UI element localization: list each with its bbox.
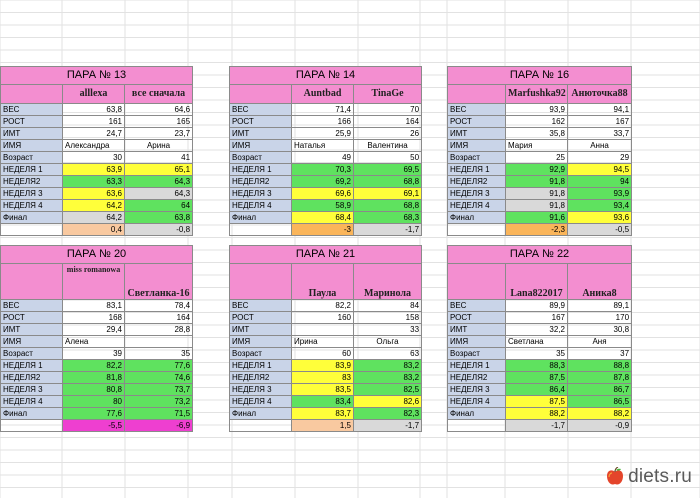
imya-value-1[interactable]: Александра [63,140,125,152]
imya-value-2[interactable]: Валентина [354,140,422,152]
difference-value-2[interactable]: -1,7 [354,420,422,432]
diff-blank-cell[interactable] [1,224,63,236]
row-label-w1[interactable]: НЕДЕЛЯ 1 [230,164,292,176]
pair-table [229,245,422,432]
w4-value-2[interactable]: 73,2 [125,396,193,408]
row-label-w1[interactable]: НЕДЕЛЯ 1 [448,360,506,372]
row-label-rost[interactable]: РОСТ [230,116,292,128]
row-label-w2[interactable]: НЕДЕЛЯ2 [1,372,63,384]
rost-value-1[interactable]: 161 [63,116,125,128]
row-label-final[interactable]: Финал [1,212,63,224]
row-label-imya[interactable]: ИМЯ [230,336,292,348]
pair-title[interactable]: ПАРА № 21 [230,246,422,264]
final-value-2[interactable]: 82,3 [354,408,422,420]
ves-value-1[interactable]: 82,2 [292,300,354,312]
row-label-ves[interactable]: ВЕС [1,104,63,116]
pair-table [229,66,422,236]
w3-value-1[interactable]: 83,5 [292,384,354,396]
final-value-2[interactable]: 68,3 [354,212,422,224]
row-label-ves[interactable]: ВЕС [1,300,63,312]
final-value-1[interactable]: 88,2 [506,408,568,420]
w1-value-2[interactable]: 69,5 [354,164,422,176]
imya-value-2[interactable]: Аня [568,336,632,348]
row-label-vozrast[interactable]: Возраст [230,152,292,164]
participant-2-name[interactable]: Светланка-16 [125,264,193,300]
names-blank-cell[interactable] [230,85,292,104]
row-label-imt[interactable]: ИМТ [1,324,63,336]
w1-value-1[interactable]: 92,9 [506,164,568,176]
w4-value-2[interactable]: 64 [125,200,193,212]
imt-value-1[interactable]: 29,4 [63,324,125,336]
ves-value-2[interactable]: 70 [354,104,422,116]
apple-icon [606,467,624,487]
row-label-vozrast[interactable]: Возраст [230,348,292,360]
row-label-w4[interactable]: НЕДЕЛЯ 4 [1,396,63,408]
difference-value-1[interactable]: -1,7 [506,420,568,432]
rost-value-2[interactable]: 158 [354,312,422,324]
final-value-1[interactable]: 64,2 [63,212,125,224]
w3-value-2[interactable]: 82,5 [354,384,422,396]
row-label-w1[interactable]: НЕДЕЛЯ 1 [1,360,63,372]
ves-value-1[interactable]: 83,1 [63,300,125,312]
row-label-final[interactable]: Финал [1,408,63,420]
participant-1-name[interactable]: alllexa [63,85,125,104]
row-label-w3[interactable]: НЕДЕЛЯ 3 [1,384,63,396]
row-label-final[interactable]: Финал [448,408,506,420]
names-blank-cell[interactable] [1,85,63,104]
row-label-imya[interactable]: ИМЯ [230,140,292,152]
diff-blank-cell[interactable] [1,420,63,432]
ves-value-1[interactable]: 63,8 [63,104,125,116]
difference-value-1[interactable]: 0,4 [63,224,125,236]
imt-value-1[interactable]: 32,2 [506,324,568,336]
w1-value-2[interactable]: 83,2 [354,360,422,372]
final-value-1[interactable]: 91,6 [506,212,568,224]
final-value-1[interactable]: 68,4 [292,212,354,224]
row-label-w4[interactable]: НЕДЕЛЯ 4 [230,200,292,212]
diff-blank-cell[interactable] [448,224,506,236]
w2-value-1[interactable]: 91,8 [506,176,568,188]
imt-value-1[interactable] [292,324,354,336]
names-blank-cell[interactable] [448,85,506,104]
participant-1-name[interactable]: Lana822017 [506,264,568,300]
final-value-1[interactable]: 77,6 [63,408,125,420]
w1-value-2[interactable]: 94,5 [568,164,632,176]
vozrast-value-2[interactable]: 35 [125,348,193,360]
rost-value-1[interactable]: 168 [63,312,125,324]
w2-value-2[interactable]: 74,6 [125,372,193,384]
rost-value-1[interactable]: 166 [292,116,354,128]
w2-value-1[interactable]: 83 [292,372,354,384]
participant-1-name[interactable]: Marfushka92 [506,85,568,104]
row-label-w2[interactable]: НЕДЕЛЯ2 [230,176,292,188]
w2-value-1[interactable]: 81,8 [63,372,125,384]
participant-1-name[interactable]: Auntbad [292,85,354,104]
difference-value-1[interactable]: -5,5 [63,420,125,432]
row-label-w1[interactable]: НЕДЕЛЯ 1 [448,164,506,176]
vozrast-value-2[interactable]: 29 [568,152,632,164]
ves-value-2[interactable]: 94,1 [568,104,632,116]
row-label-w4[interactable]: НЕДЕЛЯ 4 [1,200,63,212]
row-label-imt[interactable]: ИМТ [1,128,63,140]
row-label-imya[interactable]: ИМЯ [1,140,63,152]
rost-value-1[interactable]: 162 [506,116,568,128]
w1-value-1[interactable]: 63,9 [63,164,125,176]
row-label-vozrast[interactable]: Возраст [448,348,506,360]
w3-value-2[interactable]: 64,3 [125,188,193,200]
row-label-rost[interactable]: РОСТ [1,116,63,128]
row-label-vozrast[interactable]: Возраст [1,152,63,164]
pair-table [0,245,193,432]
imt-value-2[interactable]: 33 [354,324,422,336]
imt-value-2[interactable]: 23,7 [125,128,193,140]
row-label-imya[interactable]: ИМЯ [448,140,506,152]
participant-2-name[interactable]: Анюточка88 [568,85,632,104]
rost-value-2[interactable]: 167 [568,116,632,128]
row-label-imya[interactable]: ИМЯ [1,336,63,348]
row-label-ves[interactable]: ВЕС [230,104,292,116]
vozrast-value-1[interactable]: 30 [63,152,125,164]
imt-value-1[interactable]: 35,8 [506,128,568,140]
rost-value-1[interactable]: 167 [506,312,568,324]
ves-value-2[interactable]: 64,6 [125,104,193,116]
row-label-w1[interactable]: НЕДЕЛЯ 1 [1,164,63,176]
row-label-ves[interactable]: ВЕС [448,104,506,116]
w1-value-2[interactable]: 88,8 [568,360,632,372]
vozrast-value-1[interactable]: 39 [63,348,125,360]
w4-value-2[interactable]: 68,8 [354,200,422,212]
row-label-imt[interactable]: ИМТ [448,324,506,336]
participant-1-name[interactable]: Паула [292,264,354,300]
imya-value-2[interactable]: Арина [125,140,193,152]
imya-value-1[interactable]: Светлана [506,336,568,348]
vozrast-value-1[interactable]: 49 [292,152,354,164]
w1-value-2[interactable]: 65,1 [125,164,193,176]
w1-value-1[interactable]: 82,2 [63,360,125,372]
difference-value-2[interactable]: -0,9 [568,420,632,432]
row-label-ves[interactable]: ВЕС [230,300,292,312]
row-label-vozrast[interactable]: Возраст [448,152,506,164]
ves-value-2[interactable]: 84 [354,300,422,312]
w1-value-1[interactable]: 83,9 [292,360,354,372]
row-label-w3[interactable]: НЕДЕЛЯ 3 [1,188,63,200]
names-blank-cell[interactable] [448,264,506,300]
rost-value-2[interactable]: 164 [354,116,422,128]
row-label-final[interactable]: Финал [230,408,292,420]
row-label-vozrast[interactable]: Возраст [1,348,63,360]
row-label-w3[interactable]: НЕДЕЛЯ 3 [448,188,506,200]
names-blank-cell[interactable] [230,264,292,300]
imya-value-1[interactable]: Ирина [292,336,354,348]
w4-value-1[interactable]: 83,4 [292,396,354,408]
difference-value-2[interactable]: -0,8 [125,224,193,236]
difference-value-2[interactable]: -0,5 [568,224,632,236]
row-label-ves[interactable]: ВЕС [448,300,506,312]
w4-value-1[interactable]: 87,5 [506,396,568,408]
w3-value-1[interactable]: 69,6 [292,188,354,200]
pair-title[interactable]: ПАРА № 14 [230,67,422,85]
row-label-rost[interactable]: РОСТ [448,116,506,128]
participant-2-name[interactable]: Маринола [354,264,422,300]
vozrast-value-2[interactable]: 41 [125,152,193,164]
rost-value-2[interactable]: 164 [125,312,193,324]
site-logo[interactable] [606,466,692,488]
difference-value-2[interactable]: -6,9 [125,420,193,432]
imya-value-1[interactable]: Мария [506,140,568,152]
imya-value-2[interactable] [125,336,193,348]
row-label-w2[interactable]: НЕДЕЛЯ2 [1,176,63,188]
pair-title[interactable]: ПАРА № 22 [448,246,632,264]
pair-table [0,66,193,236]
row-label-w4[interactable]: НЕДЕЛЯ 4 [230,396,292,408]
diff-blank-cell[interactable] [230,420,292,432]
w3-value-1[interactable]: 80,8 [63,384,125,396]
diff-blank-cell[interactable] [448,420,506,432]
ves-value-1[interactable]: 89,9 [506,300,568,312]
w2-value-2[interactable]: 64,3 [125,176,193,188]
imya-value-2[interactable]: Анна [568,140,632,152]
difference-value-2[interactable]: -1,7 [354,224,422,236]
ves-value-2[interactable]: 78,4 [125,300,193,312]
difference-value-1[interactable]: -3 [292,224,354,236]
vozrast-value-2[interactable]: 63 [354,348,422,360]
imya-value-1[interactable]: Алена [63,336,125,348]
row-label-final[interactable]: Финал [230,212,292,224]
w1-value-1[interactable]: 88,3 [506,360,568,372]
participant-2-name[interactable]: Аника8 [568,264,632,300]
w2-value-1[interactable]: 87,5 [506,372,568,384]
rost-value-2[interactable]: 165 [125,116,193,128]
w3-value-2[interactable]: 69,1 [354,188,422,200]
diff-blank-cell[interactable] [230,224,292,236]
imt-value-2[interactable]: 30,8 [568,324,632,336]
w3-value-2[interactable]: 93,9 [568,188,632,200]
w2-value-2[interactable]: 87,8 [568,372,632,384]
row-label-w4[interactable]: НЕДЕЛЯ 4 [448,200,506,212]
final-value-1[interactable]: 83,7 [292,408,354,420]
w4-value-1[interactable]: 80 [63,396,125,408]
imt-value-1[interactable]: 24,7 [63,128,125,140]
w1-value-1[interactable]: 70,3 [292,164,354,176]
vozrast-value-1[interactable]: 60 [292,348,354,360]
row-label-rost[interactable]: РОСТ [1,312,63,324]
final-value-2[interactable]: 93,6 [568,212,632,224]
row-label-rost[interactable]: РОСТ [448,312,506,324]
ves-value-1[interactable]: 93,9 [506,104,568,116]
names-blank-cell[interactable] [1,264,63,300]
pair-title[interactable]: ПАРА № 16 [448,67,632,85]
ves-value-1[interactable]: 71,4 [292,104,354,116]
imya-value-1[interactable]: Наталья [292,140,354,152]
w2-value-1[interactable]: 69,2 [292,176,354,188]
ves-value-2[interactable]: 89,1 [568,300,632,312]
row-label-imt[interactable]: ИМТ [230,128,292,140]
vozrast-value-2[interactable]: 37 [568,348,632,360]
difference-value-1[interactable]: -2,3 [506,224,568,236]
w3-value-2[interactable]: 73,7 [125,384,193,396]
w4-value-2[interactable]: 82,6 [354,396,422,408]
imt-value-1[interactable]: 25,9 [292,128,354,140]
w3-value-1[interactable]: 91,8 [506,188,568,200]
pair-table [447,245,632,432]
w2-value-2[interactable]: 94 [568,176,632,188]
w2-value-2[interactable]: 68,8 [354,176,422,188]
difference-value-1[interactable]: 1,5 [292,420,354,432]
rost-value-2[interactable]: 170 [568,312,632,324]
w1-value-2[interactable]: 77,6 [125,360,193,372]
row-label-w4[interactable]: НЕДЕЛЯ 4 [448,396,506,408]
participant-1-name[interactable]: miss romanowa [63,264,125,300]
row-label-w3[interactable]: НЕДЕЛЯ 3 [448,384,506,396]
row-label-w3[interactable]: НЕДЕЛЯ 3 [230,188,292,200]
row-label-rost[interactable]: РОСТ [230,312,292,324]
vozrast-value-1[interactable]: 35 [506,348,568,360]
w2-value-1[interactable]: 63,3 [63,176,125,188]
imya-value-2[interactable]: Ольга [354,336,422,348]
final-value-2[interactable]: 88,2 [568,408,632,420]
w3-value-1[interactable]: 63,6 [63,188,125,200]
row-label-w1[interactable]: НЕДЕЛЯ 1 [230,360,292,372]
vozrast-value-1[interactable]: 25 [506,152,568,164]
pair-title[interactable]: ПАРА № 20 [1,246,193,264]
w3-value-2[interactable]: 86,7 [568,384,632,396]
row-label-final[interactable]: Финал [448,212,506,224]
participant-2-name[interactable]: все сначала [125,85,193,104]
w4-value-1[interactable]: 91,8 [506,200,568,212]
w4-value-1[interactable]: 58,9 [292,200,354,212]
w4-value-2[interactable]: 93,4 [568,200,632,212]
w4-value-2[interactable]: 86,5 [568,396,632,408]
row-label-w2[interactable]: НЕДЕЛЯ2 [448,372,506,384]
row-label-w2[interactable]: НЕДЕЛЯ2 [448,176,506,188]
imt-value-2[interactable]: 28,8 [125,324,193,336]
imt-value-2[interactable]: 33,7 [568,128,632,140]
row-label-w2[interactable]: НЕДЕЛЯ2 [230,372,292,384]
imt-value-2[interactable]: 26 [354,128,422,140]
row-label-imt[interactable]: ИМТ [448,128,506,140]
rost-value-1[interactable]: 160 [292,312,354,324]
row-label-imya[interactable]: ИМЯ [448,336,506,348]
vozrast-value-2[interactable]: 50 [354,152,422,164]
pair-table [447,66,632,236]
final-value-2[interactable]: 63,8 [125,212,193,224]
logo-text: diets.ru [628,466,692,487]
row-label-w3[interactable]: НЕДЕЛЯ 3 [230,384,292,396]
row-label-imt[interactable]: ИМТ [230,324,292,336]
w2-value-2[interactable]: 83,2 [354,372,422,384]
w4-value-1[interactable]: 64,2 [63,200,125,212]
w3-value-1[interactable]: 86,4 [506,384,568,396]
final-value-2[interactable]: 71,5 [125,408,193,420]
participant-2-name[interactable]: TinaGe [354,85,422,104]
pair-title[interactable]: ПАРА № 13 [1,67,193,85]
